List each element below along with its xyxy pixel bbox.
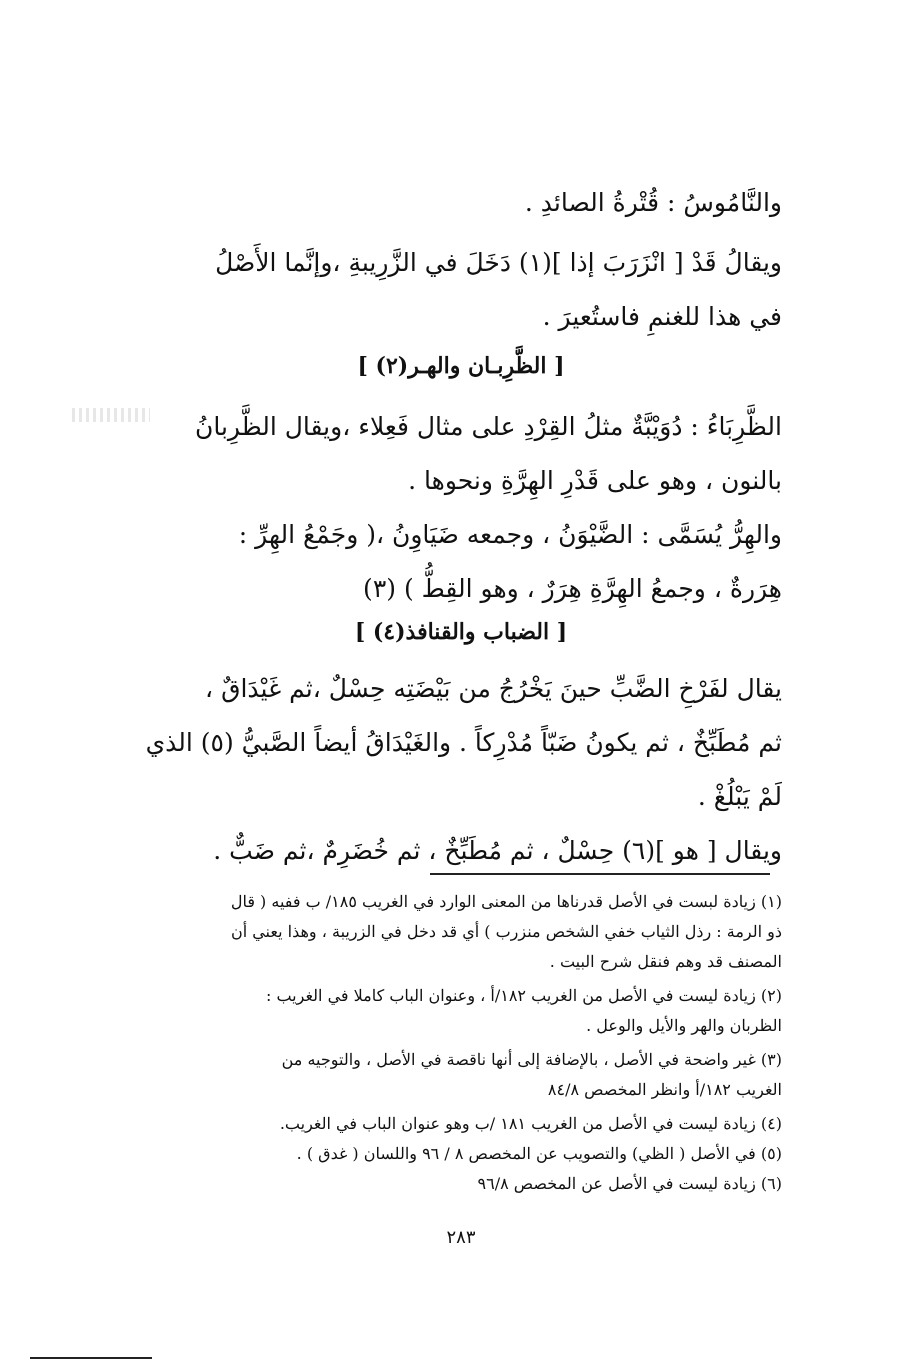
- section-line: يقال لفَرْخِ الضَّبِّ حينَ يَخْرُجُ من بَيْضَتِه حِسْلٌ ،ثم غَيْدَاقٌ ،: [205, 674, 782, 703]
- section-line: لَمْ يَبْلُغْ .: [697, 782, 782, 811]
- intro-paragraph: [142, 176, 782, 344]
- footnote-line: (٥) في الأصل ( الظي) والتصويب عن المخصص ٨ / ٩٦ واللسان ( غدق ) .: [296, 1144, 782, 1163]
- scan-smudge: [72, 408, 150, 422]
- intro-line: في هذا للغنمِ فاستُعيرَ .: [542, 302, 782, 331]
- footnote-line: (١) زيادة لبست في الأصل قدرناها من المعنى الوارد في الغريب ١٨٥/ ب ففيه ( قال: [230, 892, 782, 911]
- footnote-line: (٢) زيادة ليست في الأصل من الغريب ١٨٢/أ ، وعنوان الباب كاملا في الغريب :: [265, 986, 782, 1005]
- footnotes: [142, 890, 782, 1196]
- footnote-line: (٦) زيادة ليست في الأصل عن المخصص ٩٦/٨: [477, 1174, 782, 1193]
- section-line: هِرَرةٌ ، وجمعُ الهِرَّةِ هِرَرٌ ، وهو القِطُّ ) (٣): [363, 574, 782, 603]
- footnote-line: الغريب ١٨٢/أ وانظر المخصص ٨٤/٨: [547, 1080, 782, 1099]
- footnote-line: الظربان والهر والأيل والوعل .: [586, 1016, 782, 1035]
- scan-edge-line: [30, 1357, 152, 1359]
- section-heading-dibab: [ الضباب والقنافذ(٤) ]: [354, 619, 568, 645]
- section-line: بالنون ، وهو على قَدْرِ الهِرَّةِ ونحوها .: [408, 466, 782, 495]
- section-dibab-text: [142, 662, 782, 878]
- section-zaraban-text: [142, 400, 782, 616]
- section-line: الظَّرِبَاءُ : دُوَيْبَّةٌ مثلُ القِرْدِ على مثال فَعِلاء ،ويقال الظَّرِبانُ: [194, 412, 782, 441]
- section-line: والهِرُّ يُسَمَّى : الضَّيْوَنُ ، وجمعه ضَيَاوِنُ ،( وجَمْعُ الهِرِّ :: [238, 520, 782, 549]
- section-heading-zaraban: [ الظَّرِبـان والهـر(٢) ]: [357, 353, 565, 379]
- footnote-line: المصنف قد وهم فنقل شرح البيت .: [549, 952, 782, 971]
- page-number: ٢٨٣: [446, 1227, 476, 1248]
- footnote-separator: [430, 873, 770, 875]
- footnote-line: ذو الرمة : رذل الثياب خفي الشخص منزرب ) أي قد دخل في الزريبة ، وهذا يعني أن: [230, 922, 782, 941]
- footnote-line: (٣) غير واضحة في الأصل ، بالإضافة إلى أنها ناقصة في الأصل ، والتوجيه من: [281, 1050, 782, 1069]
- section-line: ثم مُطَبِّخٌ ، ثم يكونُ ضَبّاً مُدْرِكاً . والغَيْدَاقُ أيضاً الصَّبيُّ (٥) الذي: [145, 728, 782, 757]
- section-line: ويقال [ هو ](٦) حِسْلٌ ، ثم مُطَبِّخٌ ، ثم خُضَرِمٌ ،ثم ضَبٌّ .: [213, 836, 782, 865]
- footnote-line: (٤) زيادة ليست في الأصل من الغريب ١٨١ /ب وهو عنوان الباب في الغريب.: [279, 1114, 782, 1133]
- intro-line: والنَّامُوسُ : قُتْرةُ الصائدِ .: [524, 188, 782, 217]
- intro-line: ويقالُ قَدْ [ انْزَرَبَ إذا ](١) دَخَلَ في الزَّرِيبةِ ،وإنَّما الأَصْلُ: [215, 248, 782, 277]
